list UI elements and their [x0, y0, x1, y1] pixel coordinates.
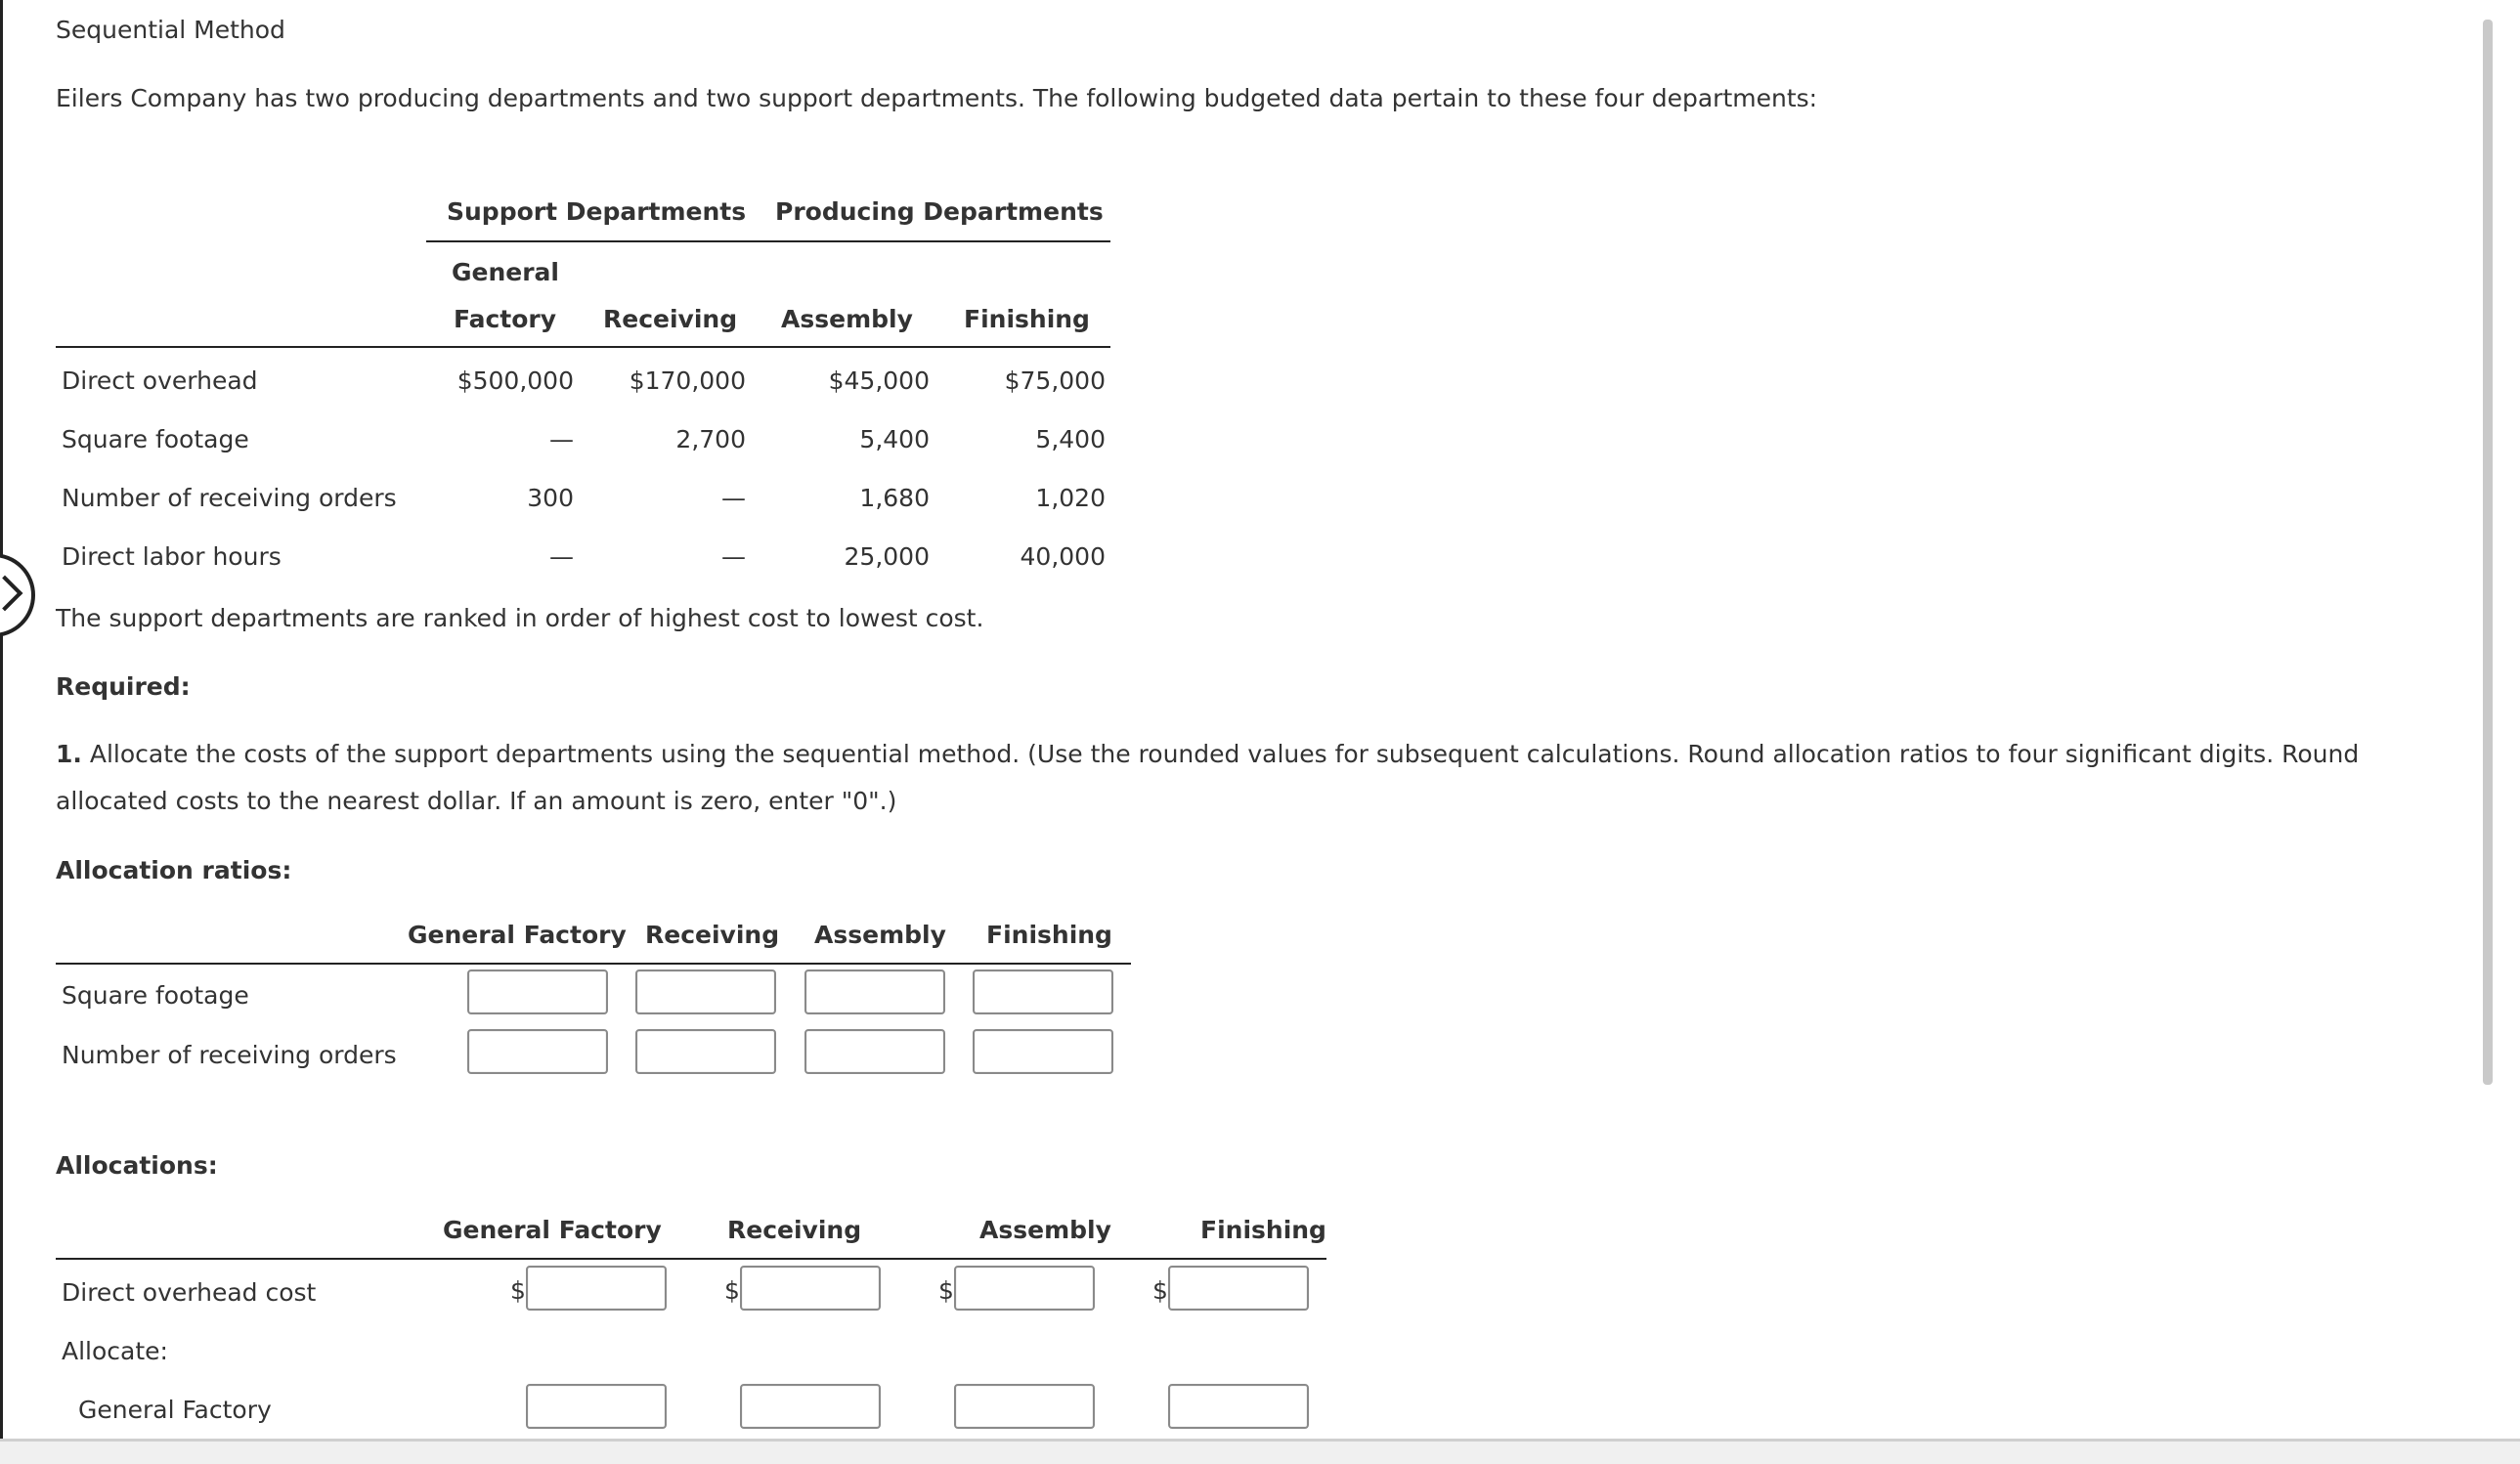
ratio-orders-receiving-input[interactable] [635, 1029, 776, 1074]
cell-value: $170,000 [629, 366, 746, 395]
col-header-finishing: Finishing [964, 305, 1090, 333]
intro-text: Eilers Company has two producing departments and two support departments. The following budgeted data pertain to these four departments: [56, 84, 1818, 112]
alloc-direct-general-factory-input[interactable] [526, 1266, 667, 1311]
text-input[interactable] [528, 1268, 665, 1309]
text-input[interactable] [469, 1031, 606, 1072]
text-input[interactable] [806, 971, 943, 1012]
alloc-col-finishing: Finishing [1200, 1216, 1326, 1244]
ratio-square-general-factory-input[interactable] [467, 969, 608, 1014]
ratios-col-assembly: Assembly [814, 921, 946, 949]
cell-value: $500,000 [456, 366, 574, 395]
required-label: Required: [56, 672, 191, 701]
left-border [0, 0, 3, 1446]
ratios-row-square-footage: Square footage [62, 981, 249, 1010]
page-title: Sequential Method [56, 16, 285, 44]
alloc-gf-finishing-input[interactable] [1168, 1384, 1309, 1429]
cell-value: $45,000 [828, 366, 930, 395]
ratios-col-general-factory: General Factory [408, 921, 627, 949]
row-label-direct-labor-hours: Direct labor hours [62, 542, 282, 571]
row-label-direct-overhead: Direct overhead [62, 366, 258, 395]
text-input[interactable] [956, 1268, 1093, 1309]
text-input[interactable] [528, 1386, 665, 1427]
ratio-orders-general-factory-input[interactable] [467, 1029, 608, 1074]
alloc-col-assembly: Assembly [979, 1216, 1111, 1244]
alloc-gf-general-factory-input[interactable] [526, 1384, 667, 1429]
alloc-row-allocate-label: Allocate: [62, 1337, 168, 1365]
text-input[interactable] [742, 1386, 879, 1427]
group-header-producing: Producing Departments [775, 197, 1104, 226]
allocations-heading: Allocations: [56, 1151, 218, 1180]
cell-value: 2,700 [675, 425, 746, 453]
currency-symbol: $ [1152, 1276, 1168, 1305]
alloc-row-general-factory: General Factory [78, 1396, 272, 1424]
text-input[interactable] [975, 1031, 1111, 1072]
col-header-general-line2: Factory [454, 305, 557, 333]
text-input[interactable] [806, 1031, 943, 1072]
cell-value: — [549, 425, 574, 453]
ratio-orders-finishing-input[interactable] [973, 1029, 1113, 1074]
cell-value: 5,400 [859, 425, 930, 453]
text-input[interactable] [637, 971, 774, 1012]
col-header-assembly: Assembly [781, 305, 913, 333]
bottom-scroll-edge [0, 1439, 2520, 1464]
alloc-row-direct-overhead: Direct overhead cost [62, 1278, 317, 1307]
cell-value: — [721, 484, 746, 512]
instruction-number: 1. [56, 740, 82, 768]
currency-symbol: $ [724, 1276, 740, 1305]
row-label-square-footage: Square footage [62, 425, 249, 453]
cell-value: 5,400 [1035, 425, 1106, 453]
instruction-text: Allocate the costs of the support departments using the sequential method. (Use the rounded values for subsequent calculations. Round allocation ratios to four significant digits. Round allocated costs to the nearest dollar. If an amount is zero, enter "0".) [56, 740, 2360, 815]
chevron-right-icon [0, 576, 22, 612]
col-header-receiving: Receiving [603, 305, 738, 333]
cell-value: $75,000 [1004, 366, 1106, 395]
header-divider [56, 346, 1110, 348]
alloc-col-receiving: Receiving [727, 1216, 862, 1244]
ratios-header-divider [56, 963, 1131, 965]
currency-symbol: $ [510, 1276, 526, 1305]
currency-symbol: $ [938, 1276, 954, 1305]
ratio-square-receiving-input[interactable] [635, 969, 776, 1014]
cell-value: 40,000 [1020, 542, 1106, 571]
alloc-direct-assembly-input[interactable] [954, 1266, 1095, 1311]
cell-value: 1,020 [1035, 484, 1106, 512]
ratio-square-assembly-input[interactable] [804, 969, 945, 1014]
ratio-square-finishing-input[interactable] [973, 969, 1113, 1014]
text-input[interactable] [1170, 1386, 1307, 1427]
text-input[interactable] [956, 1386, 1093, 1427]
col-header-general-line1: General [452, 258, 559, 286]
group-divider [426, 240, 1110, 242]
cell-value: — [721, 542, 746, 571]
text-input[interactable] [469, 971, 606, 1012]
alloc-gf-assembly-input[interactable] [954, 1384, 1095, 1429]
ratios-row-receiving-orders: Number of receiving orders [62, 1041, 397, 1069]
alloc-header-divider [56, 1258, 1326, 1260]
ratio-orders-assembly-input[interactable] [804, 1029, 945, 1074]
text-input[interactable] [742, 1268, 879, 1309]
allocation-ratios-heading: Allocation ratios: [56, 856, 292, 884]
row-label-receiving-orders: Number of receiving orders [62, 484, 397, 512]
scrollbar[interactable] [2483, 20, 2493, 1085]
ratios-col-receiving: Receiving [645, 921, 780, 949]
text-input[interactable] [637, 1031, 774, 1072]
text-input[interactable] [1170, 1268, 1307, 1309]
group-header-support: Support Departments [447, 197, 747, 226]
text-input[interactable] [975, 971, 1111, 1012]
cell-value: 1,680 [859, 484, 930, 512]
alloc-col-general-factory: General Factory [443, 1216, 662, 1244]
cell-value: 25,000 [844, 542, 930, 571]
alloc-gf-receiving-input[interactable] [740, 1384, 881, 1429]
cell-value: — [549, 542, 574, 571]
alloc-direct-finishing-input[interactable] [1168, 1266, 1309, 1311]
ratios-col-finishing: Finishing [986, 921, 1112, 949]
cell-value: 300 [527, 484, 574, 512]
ranking-note: The support departments are ranked in order of highest cost to lowest cost. [56, 604, 984, 632]
alloc-direct-receiving-input[interactable] [740, 1266, 881, 1311]
expand-panel-button[interactable] [0, 553, 35, 637]
instruction-paragraph [56, 731, 2470, 825]
